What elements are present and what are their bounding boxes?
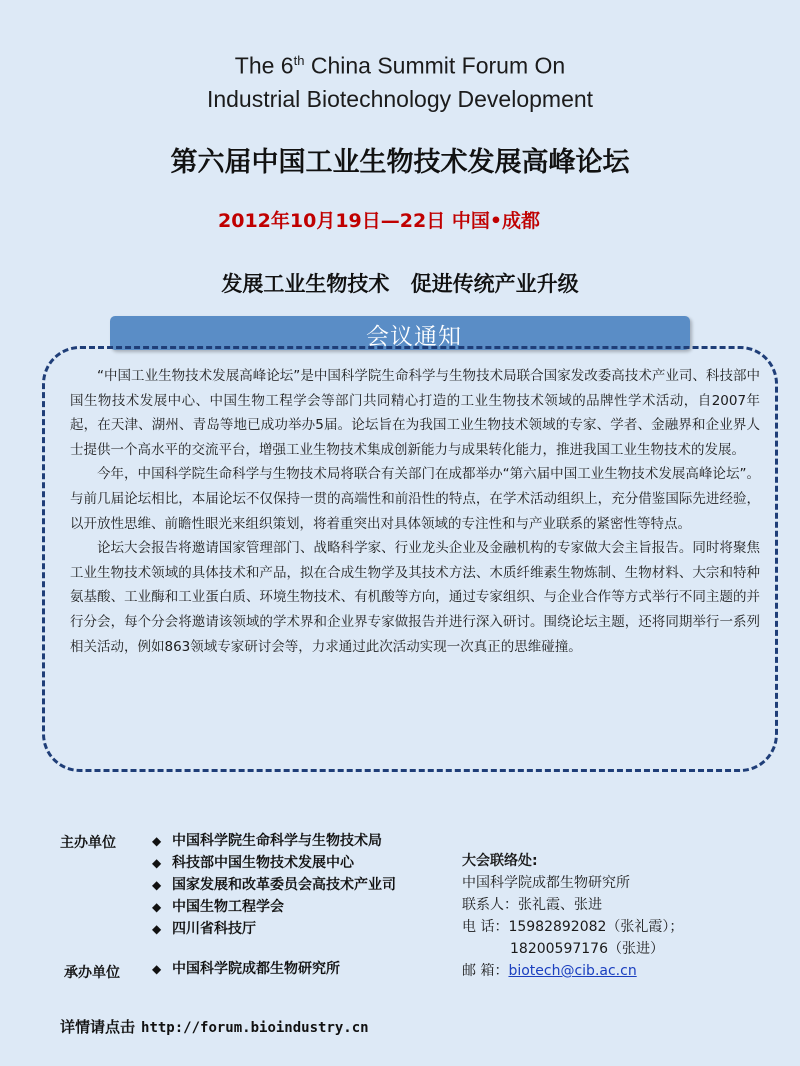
english-title-line1-end: China Summit Forum On: [304, 52, 566, 79]
undertaker-label: 承办单位: [64, 965, 120, 981]
host-label: 主办单位: [60, 835, 116, 851]
diamond-bullet-icon: ◆: [152, 900, 162, 914]
host-item-text: 四川省科技厅: [172, 921, 256, 937]
notice-banner: [110, 316, 690, 350]
ordinal-suffix: th: [293, 53, 305, 68]
undertaker-item: [152, 958, 340, 980]
chinese-title: 第六届中国工业生物技术发展高峰论坛: [170, 147, 630, 178]
host-item-text: 科技部中国生物技术发展中心: [172, 855, 354, 871]
undertaker-item-text: 中国科学院成都生物研究所: [172, 961, 340, 977]
contact-email-label: 邮 箱：: [462, 963, 509, 979]
contact-email-row: [462, 960, 683, 982]
notice-body: [70, 364, 760, 659]
contact-org: 中国科学院成都生物研究所: [462, 875, 630, 891]
diamond-bullet-icon: ◆: [152, 962, 162, 976]
english-title-line2: Industrial Biotechnology Development: [206, 85, 594, 112]
english-title-line1: [0, 44, 800, 83]
contact-phone-1: 电 话：15982892082（张礼霞）；: [462, 919, 684, 935]
slogan: 发展工业生物技术 促进传统产业升级: [221, 272, 579, 296]
contact-people: 联系人：张礼霞、张进: [462, 897, 602, 913]
host-item-text: 中国生物工程学会: [172, 899, 284, 915]
notice-banner-label: 会议通知: [366, 324, 462, 350]
notice-paragraph-3: 论坛大会报告将邀请国家管理部门、战略科学家、行业龙头企业及金融机构的专家做大会主旨报告。同时将聚焦工业生物技术领域的具体技术和产品，拟在合成生物学及其技术方法、木质纤维素生物炼制、生物材料、大宗和特种氨基酸、工业酶和工业蛋白质、环境生物技术、有机酸等方向，通过专家组织、与企业合作等方式举行不同主题的并行分会，每个分会将邀请该领域的学术界和企业界专家做报告并进行深入研讨。围绕论坛主题，还将同期举行一系列相关活动，例如863领域专家研讨会等，力求通过此次活动实现一次真正的思维碰撞。: [70, 540, 760, 655]
notice-paragraph-2: 今年，中国科学院生命科学与生物技术局将联合有关部门在成都举办“第六届中国工业生物技术发展高峰论坛”。与前几届论坛相比，本届论坛不仅保持一贯的高端性和前沿性的特点，在学术活动组织上，充分借鉴国际先进经验，以开放性思维、前瞻性眼光来组织策划，将着重突出对具体领域的专注性和与产业联系的紧密性等特点。: [70, 466, 760, 532]
details-label: 详情请点击: [60, 1018, 136, 1036]
contact-block: [462, 850, 683, 982]
diamond-bullet-icon: ◆: [152, 834, 162, 848]
notice-paragraph-1: “中国工业生物技术发展高峰论坛”是中国科学院生命科学与生物技术局联合国家发改委高技术产业司、科技部中国生物技术发展中心、中国生物工程学会等部门共同精心打造的工业生物技术领域的品牌性学术活动，自2007年起，在天津、湖州、青岛等地已成功举办5届。论坛旨在为我国工业生物技术领域的专家、学者、金融界和企业界人士提供一个高水平的交流平台，增强工业生物技术集成创新能力与成果转化能力，推进我国工业生物技术的发展。: [70, 368, 760, 458]
details-url-link[interactable]: http://forum.bioindustry.cn: [141, 1020, 369, 1036]
host-item: [152, 852, 396, 874]
contact-email-link[interactable]: biotech@cib.ac.cn: [508, 963, 637, 979]
contact-phone-2: 18200597176（张进）: [510, 941, 664, 957]
contact-heading: 大会联络处:: [462, 853, 538, 869]
english-title: [0, 44, 800, 116]
date-location: 2012年10月19日—22日 中国•成都: [218, 210, 540, 232]
diamond-bullet-icon: ◆: [152, 856, 162, 870]
diamond-bullet-icon: ◆: [152, 878, 162, 892]
host-item-text: 国家发展和改革委员会高技术产业司: [172, 877, 396, 893]
english-title-line1-start: The 6: [234, 52, 294, 79]
host-item: [152, 830, 396, 852]
host-list: [152, 830, 396, 940]
host-item-text: 中国科学院生命科学与生物技术局: [172, 833, 382, 849]
diamond-bullet-icon: ◆: [152, 922, 162, 936]
undertaker-list: [152, 958, 340, 980]
details-footer: [60, 1016, 369, 1037]
host-item: [152, 896, 396, 918]
host-item: [152, 874, 396, 896]
host-item: [152, 918, 396, 940]
